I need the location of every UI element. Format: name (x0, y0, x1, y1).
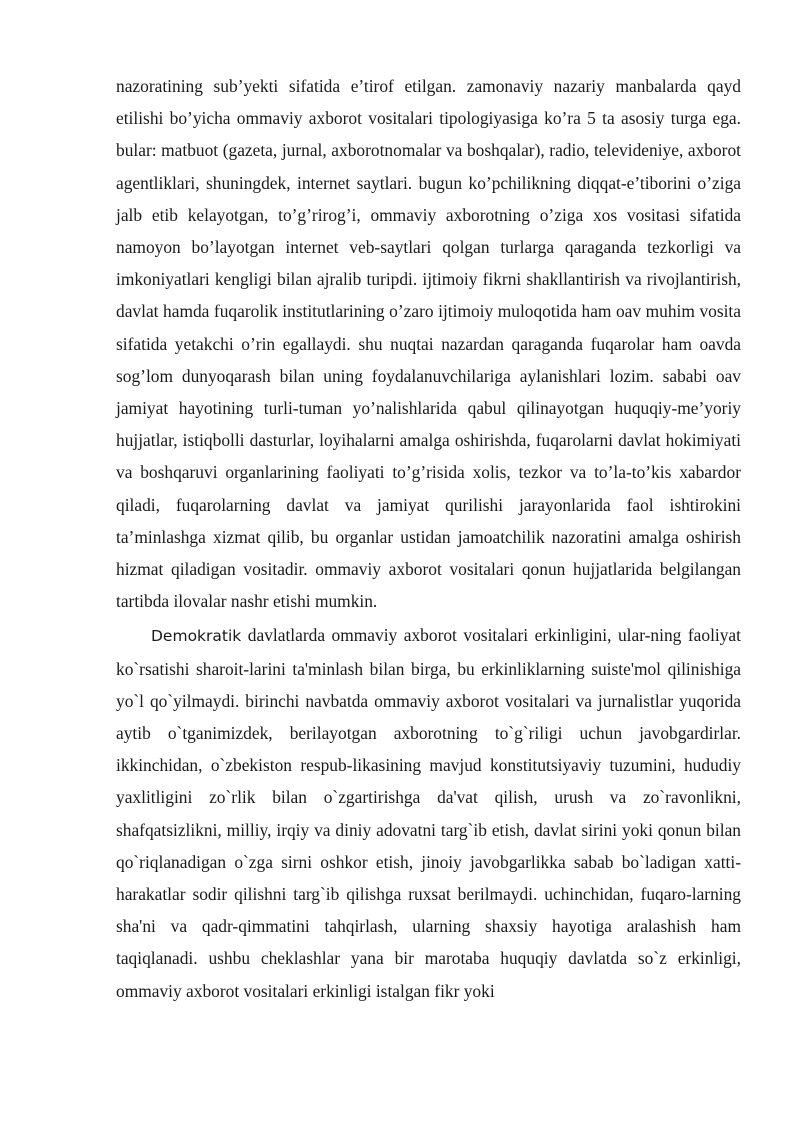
paragraph-2 (116, 619, 741, 1006)
document-body (116, 70, 741, 1007)
paragraph-2-text: davlatlarda ommaviy axborot vositalari erkinligini, ular-ning faoliyat ko`rsatishi sharoit-larini ta'minlash bilan birga, bu erkinliklarning suiste'mol qilinishiga yo`l qo`yilmaydi. birinchi navbatda ommaviy axborot vositalari va jurnalistlar yuqorida aytib o`tganimizdek, berilayotgan axborotning to`g`riligi uchun javobgardirlar. ikkinchidan, o`zbekiston respub-likasining mavjud konstitutsiyaviy tuzumini, hududiy yaxlitligini zo`rlik bilan o`zgartirishga da'vat qilish, urush va zo`ravonlikni, shafqatsizlikni, milliy, irqiy va diniy adovatni targ`ib etish, davlat sirini yoki qonun bilan qo`riqlanadigan o`zga sirni oshkor etish, jinoiy javobgarlikka sabab bo`ladigan xatti-harakatlar sodir qilishni targ`ib qilishga ruxsat berilmaydi. uchinchidan, fuqaro-larning sha'ni va qadr-qimmatini tahqirlash, ularning shaxsiy hayotiga aralashish ham taqiqlanadi. ushbu cheklashlar yana bir marotaba huquqiy davlatda so`z erkinligi, ommaviy axborot vositalari erkinligi istalgan fikr yoki (116, 625, 741, 1001)
paragraph-1-text: nazoratining sub’yekti sifatida e’tirof etilgan. zamonaviy nazariy manbalarda qayd etilishi bo’yicha ommaviy axborot vositalari tipologiyasiga ko’ra 5 ta asosiy turga ega. bular: matbuot (gazeta, jurnal, axborotnomalar va boshqalar), radio, televideniye, axborot agentliklari, shuningdek, internet saytlari. bugun ko’pchilikning diqqat-e’tiborini o’ziga jalb etib kelayotgan, to’g’rirog’i, ommaviy axborotning o’ziga xos vositasi sifatida namoyon bo’layotgan internet veb-saytlari qolgan turlarga qaraganda tezkorligi va imkoniyatlari kengligi bilan ajralib turipdi. ijtimoiy fikrni shakllantirish va rivojlantirish, davlat hamda fuqarolik institutlarining o’zaro ijtimoiy muloqotida ham oav muhim vosita sifatida yetakchi o’rin egallaydi. shu nuqtai nazardan qaraganda fuqarolar ham oavda sog’lom dunyoqarash bilan uning foydalanuvchilariga aylanishlari lozim. sababi oav jamiyat hayotining turli-tuman yo’nalishlarida qabul qilinayotgan huquqiy-me’yoriy hujjatlar, istiqbolli dasturlar, loyihalarni amalga oshirishda, fuqarolarni davlat hokimiyati va boshqaruvi organlarining faoliyati to’g’risida xolis, tezkor va to’la-to’kis xabardor qiladi, fuqarolarning davlat va jamiyat qurilishi jarayonlarida faol ishtirokini ta’minlashga xizmat qilib, bu organlar ustidan jamoatchilik nazoratini amalga oshirish hizmat qiladigan vositadir. ommaviy axborot vositalari qonun hujjatlarida belgilangan tartibda ilovalar nashr etishi mumkin. (116, 76, 741, 612)
paragraph-2-lead-word: Demokratik (151, 627, 242, 646)
paragraph-1 (116, 70, 741, 617)
